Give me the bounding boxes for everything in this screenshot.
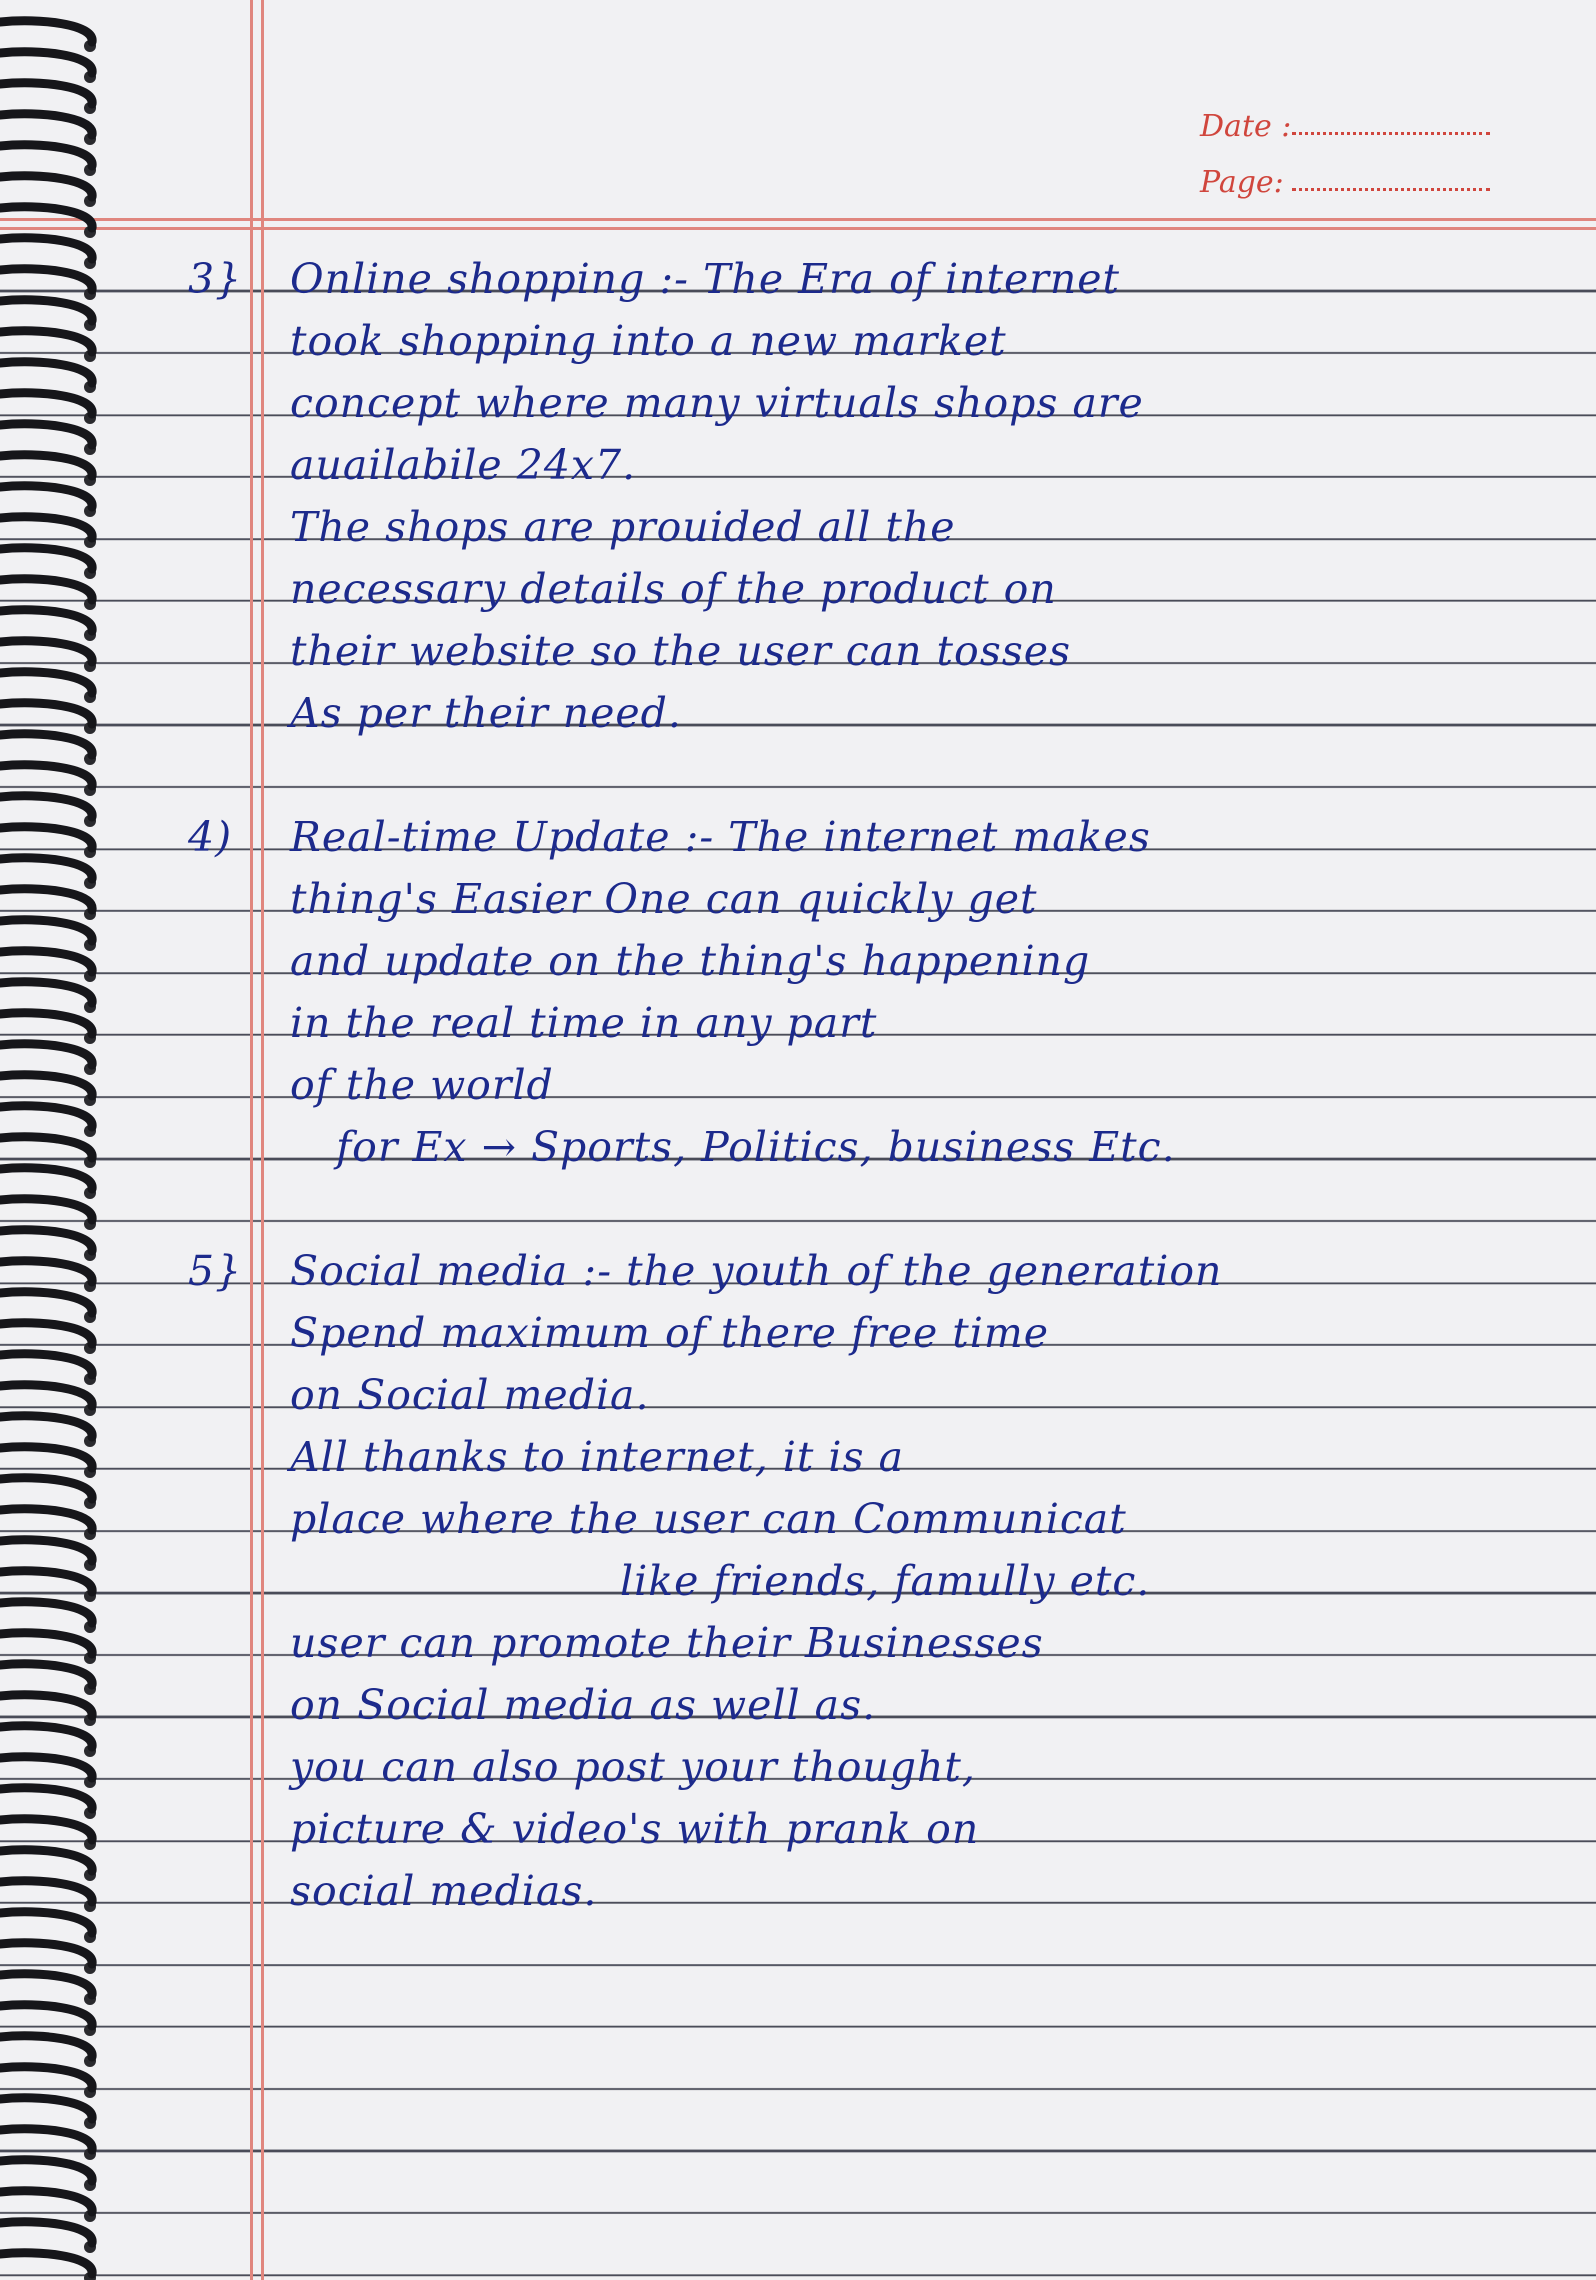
spiral-coil bbox=[0, 548, 92, 569]
spiral-coil bbox=[0, 827, 92, 848]
spiral-coil bbox=[0, 1881, 92, 1902]
handwritten-line: Social media :- the youth of the generation bbox=[290, 1247, 1223, 1295]
spiral-coil bbox=[0, 21, 92, 42]
handwritten-line: user can promote their Businesses bbox=[290, 1619, 1044, 1667]
point-number: 3} bbox=[188, 255, 243, 303]
spiral-coil bbox=[0, 1633, 92, 1654]
spiral-coil bbox=[0, 362, 92, 383]
spiral-coil bbox=[0, 982, 92, 1003]
handwritten-line: Online shopping :- The Era of internet bbox=[290, 255, 1121, 303]
handwritten-line: in the real time in any part bbox=[290, 999, 878, 1047]
point-number: 4) bbox=[188, 813, 233, 861]
spiral-binding bbox=[0, 0, 110, 2280]
handwritten-line: picture & video's with prank on bbox=[290, 1805, 980, 1853]
spiral-coil bbox=[0, 1943, 92, 1964]
header-margin-line bbox=[0, 218, 1596, 221]
spiral-coil bbox=[0, 2005, 92, 2026]
spiral-coil bbox=[0, 951, 92, 972]
spiral-coil bbox=[0, 52, 92, 73]
spiral-coil bbox=[0, 1385, 92, 1406]
spiral-coil bbox=[0, 1416, 92, 1437]
spiral-coil bbox=[0, 145, 92, 166]
spiral-coil bbox=[0, 424, 92, 445]
spiral-coil bbox=[0, 672, 92, 693]
spiral-coil bbox=[0, 2191, 92, 2212]
spiral-coil bbox=[0, 393, 92, 414]
handwritten-line: The shops are prouided all the bbox=[290, 503, 956, 551]
spiral-coil bbox=[0, 1726, 92, 1747]
spiral-coil bbox=[0, 1292, 92, 1313]
handwritten-line: and update on the thing's happening bbox=[290, 937, 1091, 985]
page-field bbox=[1292, 188, 1490, 191]
spiral-coil bbox=[0, 2222, 92, 2243]
handwritten-line: social medias. bbox=[290, 1867, 598, 1915]
handwritten-line: thing's Easier One can quickly get bbox=[290, 875, 1038, 923]
handwritten-line: All thanks to internet, it is a bbox=[290, 1433, 905, 1481]
page-label: Page: bbox=[1200, 165, 1284, 200]
spiral-coil bbox=[0, 2036, 92, 2057]
spiral-coil bbox=[0, 517, 92, 538]
spiral-coil bbox=[0, 641, 92, 662]
spiral-coil bbox=[0, 765, 92, 786]
spiral-coil bbox=[0, 579, 92, 600]
spiral-coil bbox=[0, 1819, 92, 1840]
spiral-coil bbox=[0, 2067, 92, 2088]
spiral-coil bbox=[0, 2098, 92, 2119]
spiral-coil bbox=[0, 207, 92, 228]
spiral-coil bbox=[0, 889, 92, 910]
handwritten-line: As per their need. bbox=[290, 689, 682, 737]
spiral-coil bbox=[0, 1664, 92, 1685]
spiral-coil bbox=[0, 1850, 92, 1871]
spiral-coil bbox=[0, 2160, 92, 2181]
header-margin-line-2 bbox=[0, 227, 1596, 230]
spiral-coil bbox=[0, 176, 92, 197]
spiral-coil bbox=[0, 238, 92, 259]
left-margin-line bbox=[250, 0, 253, 2280]
handwritten-line: like friends, famully etc. bbox=[620, 1557, 1151, 1605]
spiral-coil bbox=[0, 486, 92, 507]
spiral-coil bbox=[0, 1323, 92, 1344]
spiral-coil bbox=[0, 1974, 92, 1995]
spiral-coil bbox=[0, 269, 92, 290]
spiral-coil bbox=[0, 1261, 92, 1282]
handwritten-line: for Ex → Sports, Politics, business Etc. bbox=[336, 1123, 1176, 1171]
handwritten-line: took shopping into a new market bbox=[290, 317, 1007, 365]
spiral-coil bbox=[0, 1199, 92, 1220]
spiral-coil bbox=[0, 1106, 92, 1127]
spiral-coil bbox=[0, 1075, 92, 1096]
handwritten-line: auailabile 24x7. bbox=[290, 441, 637, 489]
spiral-coil bbox=[0, 300, 92, 321]
handwritten-line: of the world bbox=[290, 1061, 554, 1109]
left-margin-line-2 bbox=[261, 0, 264, 2280]
handwritten-line: Real-time Update :- The internet makes bbox=[290, 813, 1151, 861]
spiral-coil bbox=[0, 331, 92, 352]
handwritten-line: on Social media as well as. bbox=[290, 1681, 877, 1729]
spiral-coil bbox=[0, 1354, 92, 1375]
spiral-coil bbox=[0, 1230, 92, 1251]
spiral-coil bbox=[0, 1478, 92, 1499]
handwritten-line: necessary details of the product on bbox=[290, 565, 1057, 613]
spiral-coil bbox=[0, 1013, 92, 1034]
spiral-coil bbox=[0, 1602, 92, 1623]
spiral-coil bbox=[0, 1540, 92, 1561]
spiral-coil bbox=[0, 2129, 92, 2150]
spiral-coil bbox=[0, 1509, 92, 1530]
page-header-area bbox=[0, 0, 1596, 218]
spiral-coil bbox=[0, 1044, 92, 1065]
spiral-coil bbox=[0, 796, 92, 817]
handwritten-line: Spend maximum of there free time bbox=[290, 1309, 1050, 1357]
point-number: 5} bbox=[188, 1247, 243, 1295]
spiral-coil bbox=[0, 1788, 92, 1809]
spiral-coil bbox=[0, 1912, 92, 1933]
spiral-coil bbox=[0, 1695, 92, 1716]
spiral-coil bbox=[0, 734, 92, 755]
handwritten-line: concept where many virtuals shops are bbox=[290, 379, 1144, 427]
spiral-coil bbox=[0, 858, 92, 879]
spiral-coil bbox=[0, 920, 92, 941]
spiral-coil bbox=[0, 1571, 92, 1592]
spiral-coil bbox=[0, 1757, 92, 1778]
spiral-coil bbox=[0, 1447, 92, 1468]
spiral-coil bbox=[0, 114, 92, 135]
spiral-coil bbox=[0, 703, 92, 724]
handwritten-line: place where the user can Communicat bbox=[290, 1495, 1127, 1543]
handwritten-line: their website so the user can tosses bbox=[290, 627, 1072, 675]
spiral-coil bbox=[0, 455, 92, 476]
handwritten-line: you can also post your thought, bbox=[290, 1743, 976, 1791]
spiral-coil bbox=[0, 2253, 92, 2274]
spiral-coil bbox=[0, 610, 92, 631]
spiral-coil bbox=[0, 1137, 92, 1158]
spiral-coil bbox=[0, 83, 92, 104]
handwritten-line: on Social media. bbox=[290, 1371, 650, 1419]
date-field bbox=[1292, 132, 1490, 135]
spiral-coil bbox=[0, 1168, 92, 1189]
date-label: Date : bbox=[1200, 109, 1292, 144]
